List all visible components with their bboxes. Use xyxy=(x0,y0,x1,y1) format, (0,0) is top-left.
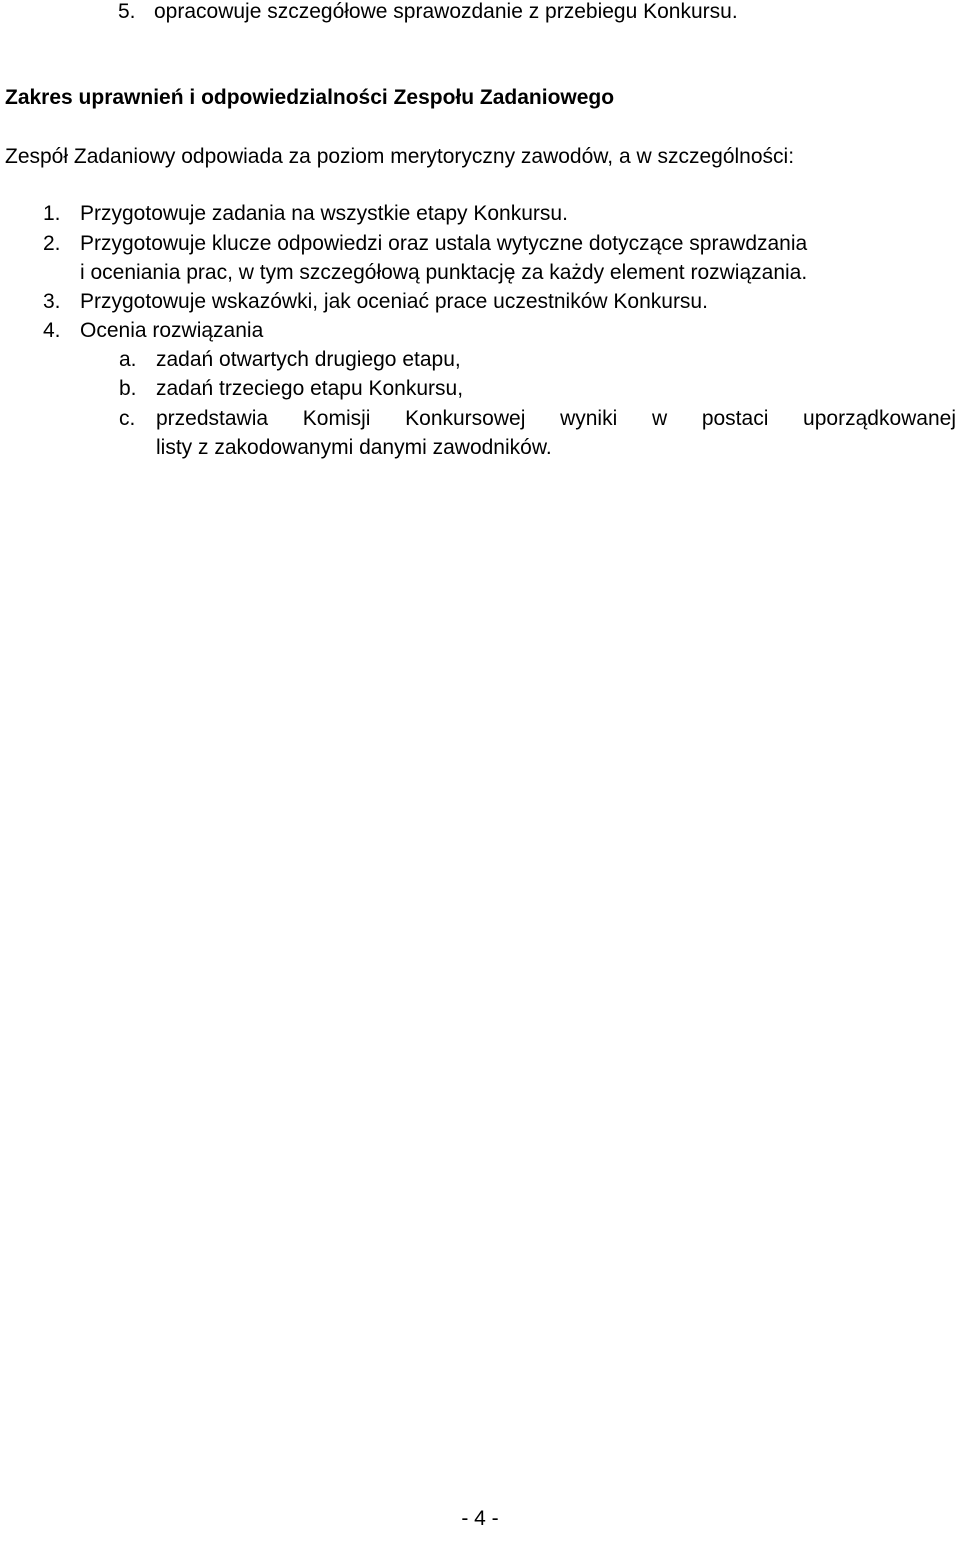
sublist-item-c-line2: listy z zakodowanymi danymi zawodników. xyxy=(156,436,552,459)
list-marker-4: 4. xyxy=(43,319,61,342)
list-item-2-line1: Przygotowuje klucze odpowiedzi oraz ustala wytyczne dotyczące sprawdzania xyxy=(80,232,808,255)
sublist-marker-a: a. xyxy=(119,348,137,371)
sublist-marker-b: b. xyxy=(119,377,137,400)
list-item-5-text: opracowuje szczegółowe sprawozdanie z przebiegu Konkursu. xyxy=(154,0,738,23)
list-item-2-line2: i oceniania prac, w tym szczegółową punktację za każdy element rozwiązania. xyxy=(80,261,808,284)
list-marker-3: 3. xyxy=(43,290,61,313)
sublist-item-b-text: zadań trzeciego etapu Konkursu, xyxy=(156,377,464,400)
sublist-item-a-text: zadań otwartych drugiego etapu, xyxy=(156,348,461,371)
sublist-marker-c: c. xyxy=(119,407,136,430)
list-item-4-text: Ocenia rozwiązania xyxy=(80,319,264,342)
list-marker-1: 1. xyxy=(43,202,61,225)
list-marker-5: 5. xyxy=(118,0,136,23)
list-marker-2: 2. xyxy=(43,232,61,255)
list-item-3-text: Przygotowuje wskazówki, jak oceniać prace uczestników Konkursu. xyxy=(80,290,708,313)
list-item-1-text: Przygotowuje zadania na wszystkie etapy Konkursu. xyxy=(80,202,568,225)
intro-paragraph: Zespół Zadaniowy odpowiada za poziom merytoryczny zawodów, a w szczególności: xyxy=(5,145,795,168)
section-heading: Zakres uprawnień i odpowiedzialności Zespołu Zadaniowego xyxy=(5,86,615,109)
sublist-item-c-line1: przedstawia Komisji Konkursowej wyniki w postaci uporządkowanej xyxy=(156,407,956,430)
page-number: - 4 - xyxy=(461,1507,499,1530)
